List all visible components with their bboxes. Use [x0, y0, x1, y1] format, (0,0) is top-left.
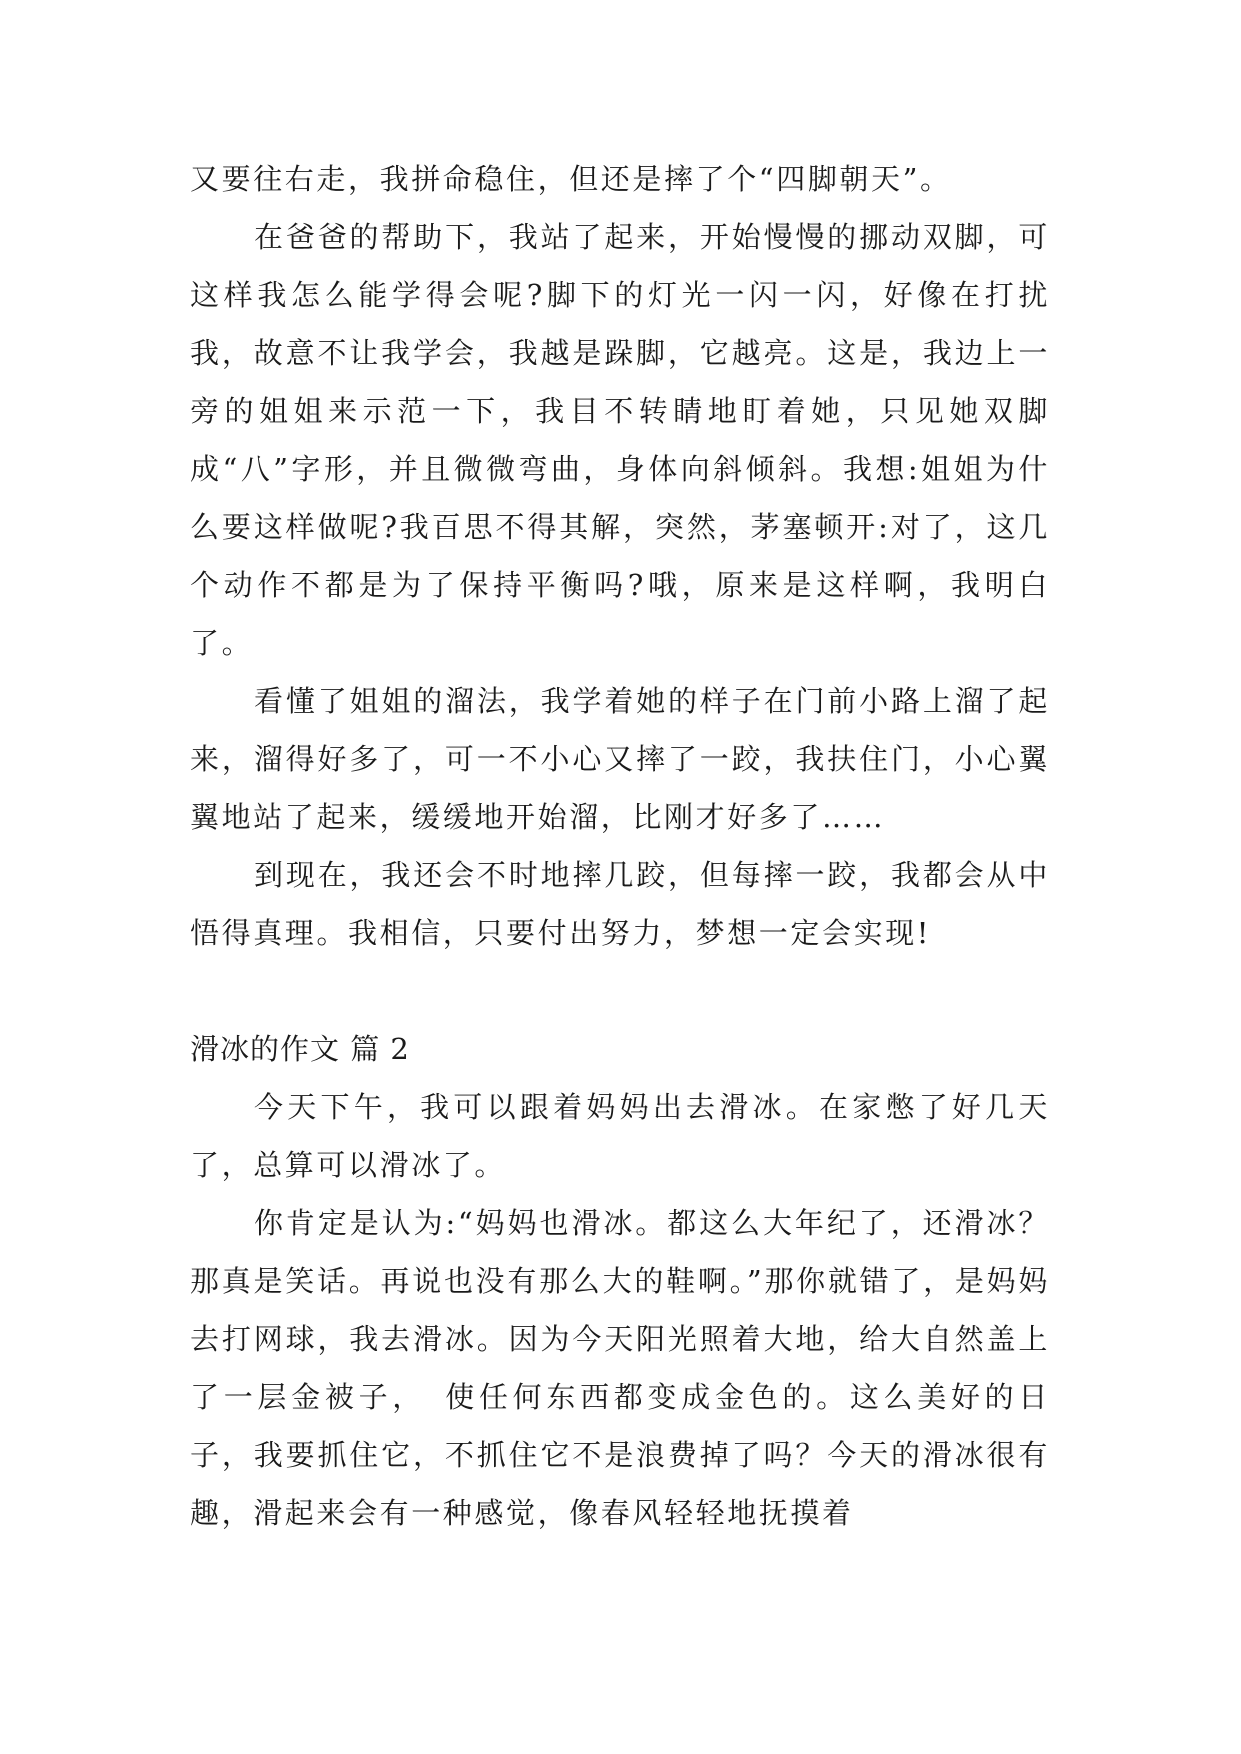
paragraph: 在爸爸的帮助下，我站了起来，开始慢慢的挪动双脚，可这样我怎么能学得会呢?脚下的灯光一闪一闪，好像在打扰我，故意不让我学会，我越是跺脚，它越亮。这是，我边上一旁的姐姐来示范一下，我目不转睛地盯着她，只见她双脚成“八”字形，并且微微弯曲，身体向斜倾斜。我想:姐姐为什么要这样做呢?我百思不得其解，突然，茅塞顿开:对了，这几个动作不都是为了保持平衡吗?哦，原来是这样啊，我明白了。: [190, 220, 1050, 660]
section-heading: 滑冰的作文 篇 2: [190, 1032, 410, 1066]
paragraph: 你肯定是认为:“妈妈也滑冰。都这么大年纪了，还滑冰？那真是笑话。再说也没有那么大的鞋啊。”那你就错了，是妈妈去打网球，我去滑冰。因为今天阳光照着大地，给大自然盖上了一层金被子， 使任何东西都变成金色的。这么美好的日子，我要抓住它，不抓住它不是浪费掉了吗？今天的滑冰很有趣，滑起来会有一种感觉，像春风轻轻地抚摸着: [190, 1206, 1050, 1530]
document-page: [190, 150, 1050, 1542]
paragraph: 今天下午，我可以跟着妈妈出去滑冰。在家憋了好几天了，总算可以滑冰了。: [190, 1090, 1050, 1182]
paragraph: 看懂了姐姐的溜法，我学着她的样子在门前小路上溜了起来，溜得好多了，可一不小心又摔了一跤，我扶住门，小心翼翼地站了起来，缓缓地开始溜，比刚才好多了……: [190, 684, 1050, 834]
paragraph-continuation: 又要往右走，我拼命稳住，但还是摔了个“四脚朝天”。: [190, 162, 952, 196]
paragraph: 到现在，我还会不时地摔几跤，但每摔一跤，我都会从中悟得真理。我相信，只要付出努力，梦想一定会实现!: [190, 858, 1050, 950]
